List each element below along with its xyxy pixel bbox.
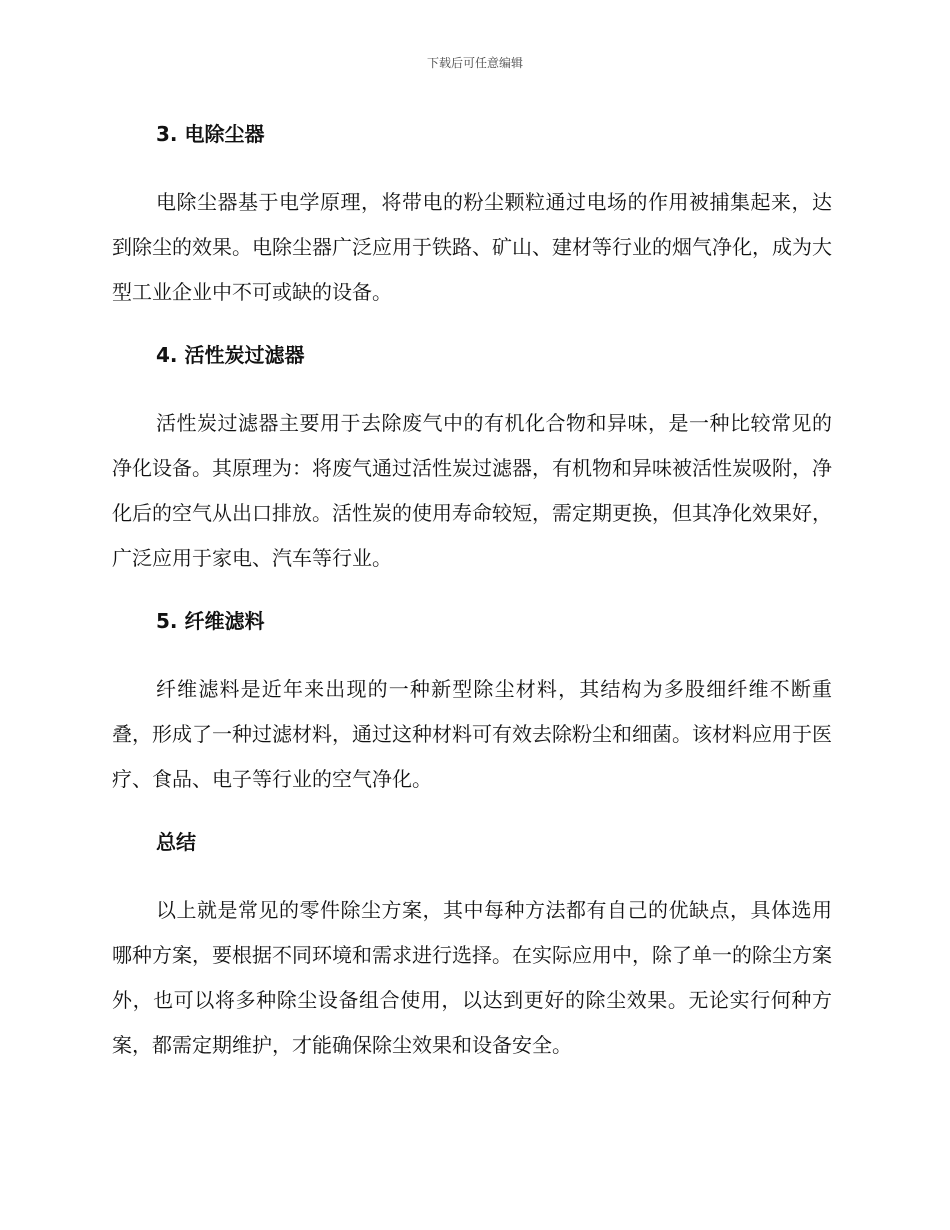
section-heading-summary: 总结	[156, 830, 196, 854]
page-header: 下载后可任意编辑	[426, 56, 523, 70]
document-body	[112, 112, 832, 1068]
section-heading-fiber-filter-media: 5. 纤维滤料	[156, 609, 265, 633]
section-paragraph-fiber-filter-media: 纤维滤料是近年来出现的一种新型除尘材料，其结构为多股细纤维不断重叠，形成了一种过滤材料，通过这种材料可有效去除粉尘和细菌。该材料应用于医疗、食品、电子等行业的空气净化。	[112, 677, 832, 791]
section-paragraph-electrostatic-precipitator: 电除尘器基于电学原理，将带电的粉尘颗粒通过电场的作用被捕集起来，达到除尘的效果。电除尘器广泛应用于铁路、矿山、建材等行业的烟气净化，成为大型工业企业中不可或缺的设备。	[112, 190, 832, 304]
section-heading-activated-carbon-filter: 4. 活性炭过滤器	[156, 343, 305, 367]
section-paragraph-activated-carbon-filter: 活性炭过滤器主要用于去除废气中的有机化合物和异味，是一种比较常见的净化设备。其原理为：将废气通过活性炭过滤器，有机物和异味被活性炭吸附，净化后的空气从出口排放。活性炭的使用寿命较短，需定期更换，但其净化效果好，广泛应用于家电、汽车等行业。	[112, 411, 832, 570]
section-heading-electrostatic-precipitator: 3. 电除尘器	[156, 122, 265, 146]
section-paragraph-summary: 以上就是常见的零件除尘方案，其中每种方法都有自己的优缺点，具体选用哪种方案，要根据不同环境和需求进行选择。在实际应用中，除了单一的除尘方案外，也可以将多种除尘设备组合使用，以达到更好的除尘效果。无论实行何种方案，都需定期维护，才能确保除尘效果和设备安全。	[112, 898, 832, 1057]
